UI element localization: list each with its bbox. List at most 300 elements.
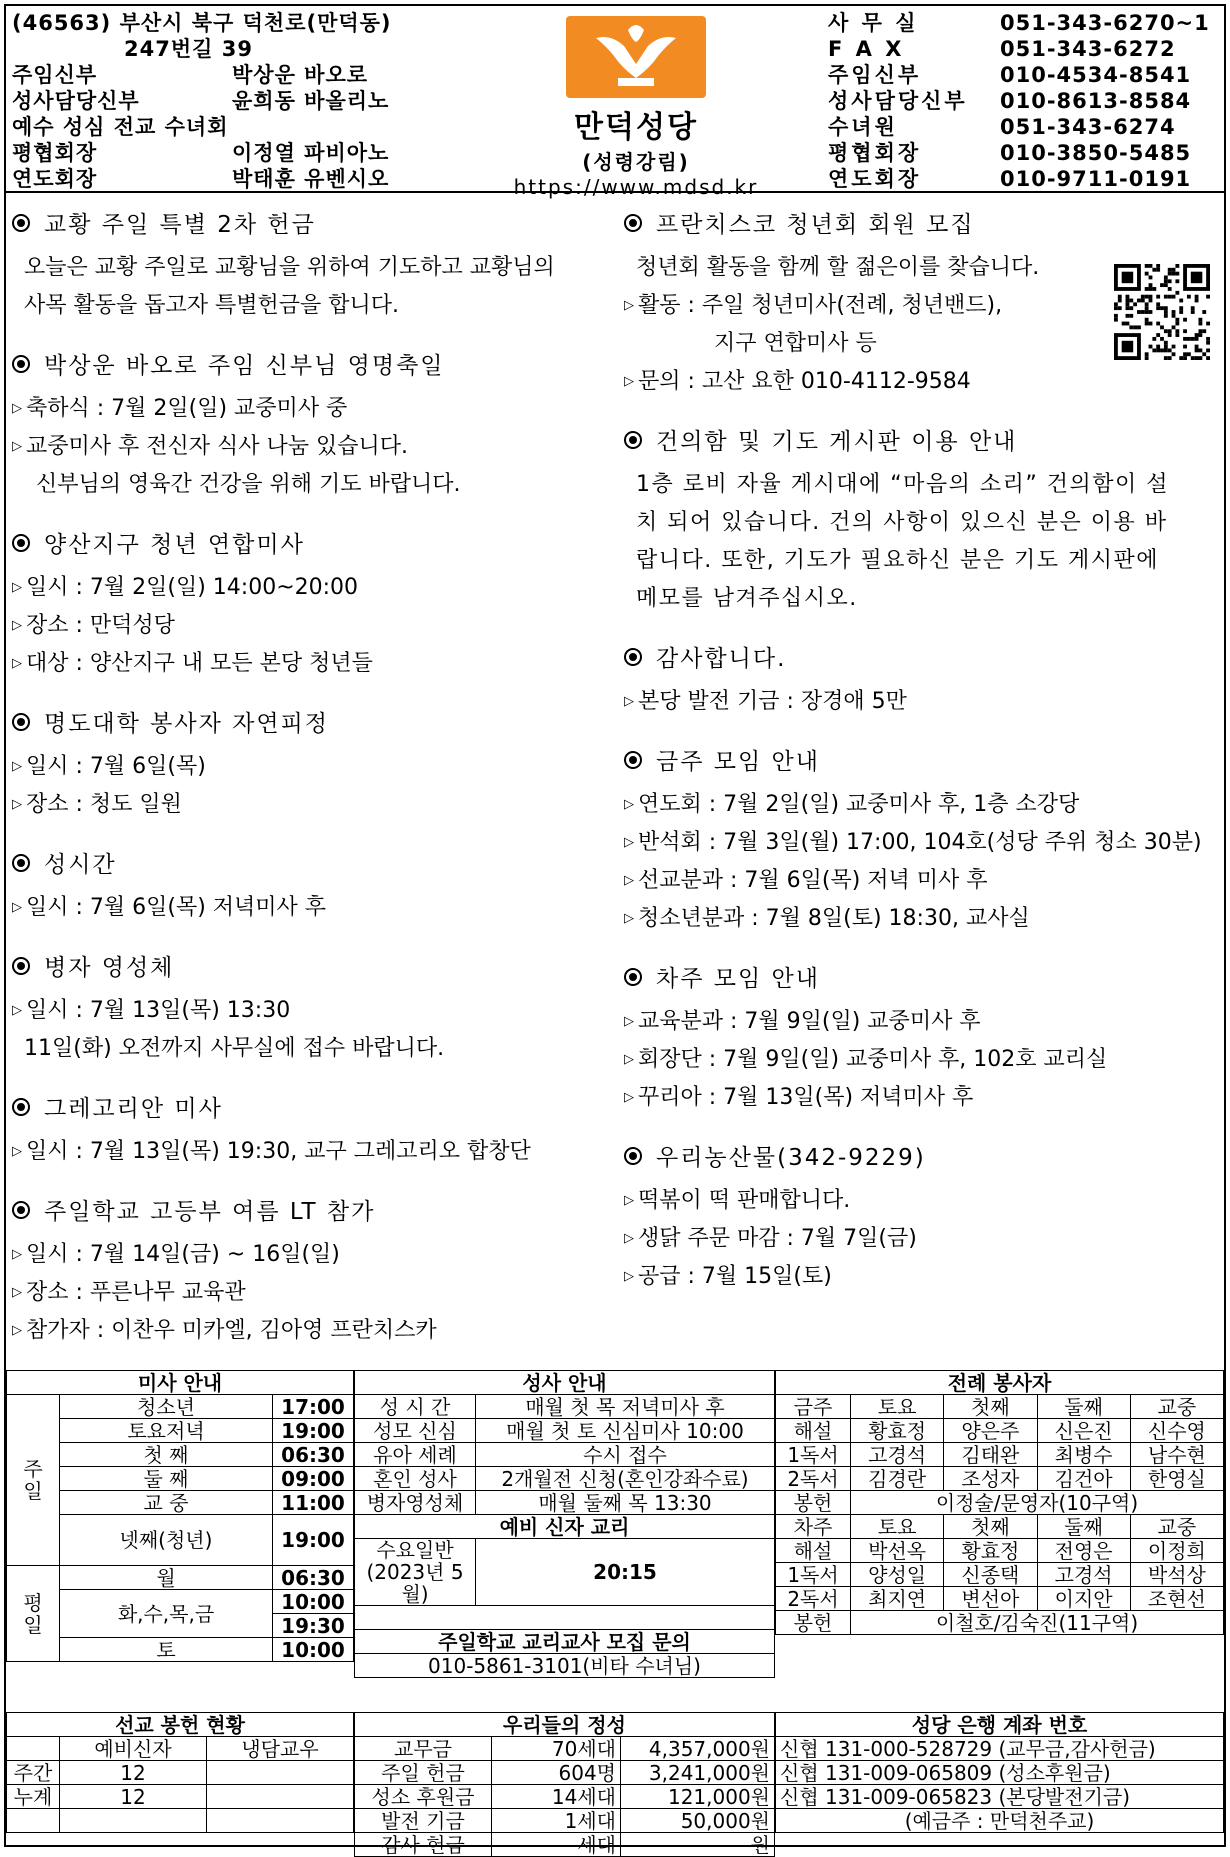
liturgy-server: 둘째 (1037, 1395, 1130, 1419)
section-title-text: 병자 영성체 (44, 955, 175, 981)
notice-section (624, 640, 1224, 721)
triangle-bullet-icon: ▷ (624, 911, 634, 926)
staff-name: 이정열 파비아노 (232, 141, 390, 165)
notice-bullet (12, 645, 612, 683)
section-title-text: 양산지구 청년 연합미사 (44, 532, 305, 558)
table-row (776, 1419, 1224, 1443)
mass-time: 09:00 (273, 1467, 354, 1491)
notice-bullet (624, 862, 1224, 900)
section-title-text: 박상운 바오로 주임 신부님 영명축일 (44, 353, 445, 379)
table-row (7, 1785, 354, 1809)
triangle-bullet-icon: ▷ (12, 656, 22, 671)
notice-bullet-text: 일시 : 7월 13일(목) 19:30, 교구 그레고리오 합창단 (26, 1139, 531, 1164)
section-title (12, 705, 612, 738)
sacrament-detail: 수시 접수 (476, 1443, 775, 1467)
liturgy-server: 양성일 (851, 1563, 944, 1587)
contact-number: 010-8613-8584 (1000, 89, 1192, 113)
triangle-bullet-icon: ▷ (12, 1247, 22, 1262)
contact-label: F A X (828, 37, 905, 61)
section-title-text: 프란치스코 청년회 회원 모집 (656, 212, 975, 238)
notice-bullet-text: 교육분과 : 7월 9일(일) 교중미사 후 (638, 1009, 981, 1034)
notice-bullet-text: 반석회 : 7월 3일(월) 17:00, 104호(성당 주위 청소 30분) (638, 830, 1202, 855)
bullseye-icon (12, 957, 30, 975)
triangle-bullet-icon: ▷ (624, 694, 634, 709)
notice-bullet-text: 일시 : 7월 14일(금) ~ 16일(일) (26, 1242, 340, 1267)
mission-value (207, 1785, 354, 1809)
notice-text: 치 되어 있습니다. 건의 사항이 있으신 분은 이용 바 (636, 510, 1168, 535)
triangle-bullet-icon: ▷ (12, 1003, 22, 1018)
liturgy-role: 해설 (776, 1539, 851, 1563)
table-row (7, 1761, 354, 1785)
offering-servers: 이철호/김숙진(11구역) (851, 1611, 1224, 1635)
table-row (7, 1371, 354, 1395)
liturgy-server: 박석상 (1130, 1563, 1223, 1587)
notice-section (12, 705, 612, 824)
section-title-text: 교황 주일 특별 2차 헌금 (44, 212, 316, 238)
address-line-2: 247번길 39 (124, 37, 253, 61)
mass-time: 06:30 (273, 1566, 354, 1590)
notice-bullet (624, 1041, 1224, 1079)
notice-section (12, 347, 612, 504)
table-row (7, 1713, 354, 1737)
mass-time: 10:00 (273, 1590, 354, 1614)
liturgy-server: 조성자 (944, 1467, 1037, 1491)
liturgy-role: 봉헌 (776, 1491, 851, 1515)
offering-count: 14세대 (492, 1785, 621, 1809)
table-row (776, 1611, 1224, 1635)
mission-header (7, 1737, 60, 1761)
notice-bullet-text: 장소 : 만덕성당 (26, 613, 175, 638)
notice-bullet (624, 1079, 1224, 1117)
notice-bullet-text: 활동 : 주일 청년미사(전례, 청년밴드), (638, 293, 1003, 318)
contact-number: 010-3850-5485 (1000, 141, 1192, 165)
liturgy-server: 교중 (1130, 1395, 1223, 1419)
liturgy-server: 신수영 (1130, 1419, 1223, 1443)
offering-name: 성소 후원금 (355, 1785, 492, 1809)
table-row (355, 1467, 775, 1491)
liturgy-server: 전영은 (1037, 1539, 1130, 1563)
notice-section (12, 206, 612, 325)
contact-row (828, 88, 1210, 114)
sacrament-name: 병자영성체 (355, 1491, 476, 1515)
sacrament-name: 유아 세례 (355, 1443, 476, 1467)
mass-time: 19:00 (273, 1419, 354, 1443)
section-title-text: 금주 모임 안내 (656, 749, 820, 775)
triangle-bullet-icon: ▷ (12, 439, 22, 454)
staff-role: 예수 성심 전교 수녀회 (12, 115, 229, 139)
table-row (355, 1713, 775, 1737)
table-row (355, 1491, 775, 1515)
triangle-bullet-icon: ▷ (12, 797, 22, 812)
section-title (12, 1193, 612, 1226)
staff-name: 윤희동 바올리노 (232, 89, 390, 113)
section-title-text: 그레고리안 미사 (44, 1096, 223, 1122)
notice-bullet (624, 363, 1224, 401)
notice-section (624, 743, 1224, 938)
liturgy-role: 2독서 (776, 1587, 851, 1611)
liturgy-role: 1독서 (776, 1443, 851, 1467)
notice-bullet-text: 선교분과 : 7월 6일(목) 저녁 미사 후 (638, 868, 988, 893)
mass-name: 토요저녁 (60, 1419, 273, 1443)
notice-text: 오늘은 교황 주일로 교황님을 위하여 기도하고 교황님의 (24, 255, 555, 280)
section-title (12, 526, 612, 559)
notice-section (12, 1090, 612, 1171)
section-title-text: 우리농산물(342-9229) (656, 1145, 926, 1171)
address-line-1: (46563) 부산시 북구 덕천로(만덕동) (12, 11, 392, 35)
liturgy-server: 양은주 (944, 1419, 1037, 1443)
bank-account: 신협 131-009-065809 (성소후원금) (776, 1761, 1224, 1785)
sacrament-name: 혼인 성사 (355, 1467, 476, 1491)
notice-text: 1층 로비 자율 게시대에 “마음의 소리” 건의함이 설 (636, 472, 1170, 497)
mission-value: 12 (60, 1785, 207, 1809)
church-name: 만덕성당 (574, 110, 698, 145)
mission-header: 예비신자 (60, 1737, 207, 1761)
sacrament-detail: 2개월전 신청(혼인강좌수료) (476, 1467, 775, 1491)
liturgy-server: 신은진 (1037, 1419, 1130, 1443)
catechumen-class: 수요일반 (2023년 5월) (355, 1539, 476, 1606)
staff-name: 박태훈 유벤시오 (232, 167, 390, 191)
notice-bullet-text: 생닭 주문 마감 : 7월 7일(금) (638, 1226, 917, 1251)
liturgy-role: 1독서 (776, 1563, 851, 1587)
qr-code-icon (1114, 264, 1210, 360)
triangle-bullet-icon: ▷ (12, 618, 22, 633)
mass-name: 둘 째 (60, 1467, 273, 1491)
liturgy-server: 조현선 (1130, 1587, 1223, 1611)
liturgy-server: 변선아 (944, 1587, 1037, 1611)
table-row (776, 1587, 1224, 1611)
contact-number: 051-343-6274 (1000, 115, 1176, 139)
mass-time: 06:30 (273, 1443, 354, 1467)
mass-time: 10:00 (273, 1638, 354, 1662)
sacrament-detail: 매월 둘째 목 13:30 (476, 1491, 775, 1515)
liturgy-server: 교중 (1130, 1515, 1223, 1539)
triangle-bullet-icon: ▷ (624, 1014, 634, 1029)
bullseye-icon (12, 854, 30, 872)
liturgy-server: 한영실 (1130, 1467, 1223, 1491)
notice-bullet (12, 569, 612, 607)
bullseye-icon (624, 751, 642, 769)
table-row (7, 1737, 354, 1761)
teacher-recruit-contact: 010-5861-3101(비타 수녀님) (355, 1654, 775, 1678)
contact-row (828, 140, 1210, 166)
contact-row (828, 62, 1210, 88)
triangle-bullet-icon: ▷ (12, 759, 22, 774)
liturgy-server: 김건아 (1037, 1467, 1130, 1491)
table-row (355, 1371, 775, 1395)
mass-time: 19:30 (273, 1614, 354, 1638)
mass-name: 첫 째 (60, 1443, 273, 1467)
notice-bullet (12, 1133, 612, 1171)
table-row (776, 1539, 1224, 1563)
liturgy-role: 봉헌 (776, 1611, 851, 1635)
section-title (12, 347, 612, 380)
notice-bullet-text: 청소년분과 : 7월 8일(토) 18:30, 교사실 (638, 906, 1030, 931)
offering-amount: 50,000원 (621, 1809, 775, 1833)
offering-count: 70세대 (492, 1737, 621, 1761)
mass-time: 19:00 (273, 1515, 354, 1566)
offering-amount: 원 (621, 1833, 775, 1857)
section-title (624, 960, 1224, 993)
bank-account: 신협 131-000-528729 (교무금,감사헌금) (776, 1737, 1224, 1761)
bullseye-icon (12, 1098, 30, 1116)
mission-title: 선교 봉헌 현황 (7, 1713, 354, 1737)
table-row (7, 1395, 354, 1419)
liturgy-server: 첫째 (944, 1395, 1037, 1419)
table-row (7, 1491, 354, 1515)
mission-value (207, 1809, 354, 1833)
triangle-bullet-icon: ▷ (12, 1285, 22, 1300)
table-row (776, 1563, 1224, 1587)
offering-count: 604명 (492, 1761, 621, 1785)
bullseye-icon (624, 214, 642, 232)
section-title (624, 640, 1224, 673)
notice-bullet (624, 1182, 1224, 1220)
notice-bullet (12, 390, 612, 428)
offering-title: 우리들의 정성 (355, 1713, 775, 1737)
notice-section (12, 1193, 612, 1350)
notice-bullet-text: 연도회 : 7월 2일(일) 교중미사 후, 1층 소강당 (638, 792, 1080, 817)
mission-value: 주간 (7, 1761, 60, 1785)
table-row (776, 1443, 1224, 1467)
contact-label: 성사담당신부 (828, 89, 968, 113)
liturgy-server: 최병수 (1037, 1443, 1130, 1467)
mass-name: 화,수,목,금 (60, 1590, 273, 1638)
staff-name: 박상운 바오로 (232, 63, 369, 87)
triangle-bullet-icon: ▷ (624, 797, 634, 812)
notice-text: 신부님의 영육간 건강을 위해 기도 바랍니다. (36, 472, 461, 497)
notice-section (624, 423, 1224, 618)
section-title-text: 성시간 (44, 852, 117, 878)
notice-bullet (12, 992, 612, 1030)
table-row (776, 1467, 1224, 1491)
notice-bullet-text: 일시 : 7월 2일(일) 14:00~20:00 (26, 575, 359, 600)
triangle-bullet-icon: ▷ (12, 1144, 22, 1159)
table-row (7, 1443, 354, 1467)
table-row (355, 1443, 775, 1467)
liturgy-server: 신종택 (944, 1563, 1037, 1587)
liturgy-server: 박선옥 (851, 1539, 944, 1563)
table-row (776, 1761, 1224, 1785)
triangle-bullet-icon: ▷ (624, 1052, 634, 1067)
table-row (776, 1371, 1224, 1395)
triangle-bullet-icon: ▷ (12, 1323, 22, 1338)
notice-bullet (12, 607, 612, 645)
section-title-text: 차주 모임 안내 (656, 966, 820, 992)
section-title-text: 감사합니다. (656, 646, 787, 672)
mass-name: 토 (60, 1638, 273, 1662)
notice-bullet-text: 교중미사 후 전신자 식사 나눔 있습니다. (26, 434, 408, 459)
sunday-label: 주 일 (7, 1395, 60, 1566)
sacrament-detail: 매월 첫 목 저녁미사 후 (476, 1395, 775, 1419)
section-title (12, 1090, 612, 1123)
table-row (355, 1833, 775, 1857)
section-title (624, 206, 1224, 239)
contact-number: 051-343-6270~1 (1000, 11, 1210, 35)
catechumen-time: 20:15 (476, 1539, 775, 1606)
section-title (12, 206, 612, 239)
notice-text: 11일(화) 오전까지 사무실에 접수 바랍니다. (24, 1036, 445, 1061)
notice-section (12, 949, 612, 1068)
liturgy-server: 둘째 (1037, 1515, 1130, 1539)
offering-count: 세대 (492, 1833, 621, 1857)
table-row (355, 1737, 775, 1761)
triangle-bullet-icon: ▷ (624, 1231, 634, 1246)
notice-bullet-text: 대상 : 양산지구 내 모든 본당 청년들 (26, 651, 373, 676)
triangle-bullet-icon: ▷ (624, 1193, 634, 1208)
header-staff-row (12, 114, 392, 140)
bullseye-icon (12, 534, 30, 552)
liturgy-server: 고경석 (1037, 1563, 1130, 1587)
notice-bullet (624, 900, 1224, 938)
mission-value (7, 1809, 60, 1833)
notice-bullet-text: 장소 : 청도 일원 (26, 792, 182, 817)
liturgy-role: 차주 (776, 1515, 851, 1539)
contact-label: 평협회장 (828, 141, 922, 165)
contact-label: 수녀원 (828, 115, 898, 139)
header-contacts (828, 10, 1210, 192)
notice-bullet-text: 일시 : 7월 6일(목) (26, 754, 206, 779)
notice-bullet (12, 1274, 612, 1312)
triangle-bullet-icon: ▷ (624, 374, 634, 389)
notice-bullet (12, 889, 612, 927)
notice-bullet-text: 장소 : 푸른나무 교육관 (26, 1280, 246, 1305)
header-staff-row (12, 88, 392, 114)
bullseye-icon (12, 214, 30, 232)
bank-account-table (775, 1712, 1224, 1833)
staff-role: 성사담당신부 (12, 89, 140, 113)
liturgy-role: 금주 (776, 1395, 851, 1419)
staff-role: 주임신부 (12, 63, 98, 87)
table-row (355, 1395, 775, 1419)
notice-bullet (12, 1312, 612, 1350)
mass-name: 넷째(청년) (60, 1515, 273, 1566)
notice-section (12, 526, 612, 683)
contact-label: 주임신부 (828, 63, 922, 87)
liturgy-server: 첫째 (944, 1515, 1037, 1539)
account-holder: (예금주 : 만덕천주교) (776, 1809, 1224, 1833)
liturgy-role: 해설 (776, 1419, 851, 1443)
contact-row (828, 114, 1210, 140)
bullseye-icon (12, 713, 30, 731)
church-subtitle: (성령강림) (582, 150, 690, 174)
table-row (776, 1809, 1224, 1833)
notice-bullet-text: 문의 : 고산 요한 010-4112-9584 (638, 369, 971, 394)
offering-amount: 3,241,000원 (621, 1761, 775, 1785)
blank-cell (355, 1606, 775, 1630)
mass-name: 교 중 (60, 1491, 273, 1515)
section-title-text: 주일학교 고등부 여름 LT 참가 (44, 1199, 376, 1225)
church-url[interactable]: https://www.mdsd.kr (513, 175, 759, 199)
table-row (7, 1467, 354, 1491)
triangle-bullet-icon: ▷ (624, 873, 634, 888)
catechumen-title: 예비 신자 교리 (355, 1515, 775, 1539)
liturgy-server: 김태완 (944, 1443, 1037, 1467)
right-column (624, 206, 1224, 1318)
table-row (355, 1809, 775, 1833)
notice-bullet (624, 824, 1224, 862)
liturgy-server: 고경석 (851, 1443, 944, 1467)
mass-time: 17:00 (273, 1395, 354, 1419)
table-row (7, 1809, 354, 1833)
sacrament-table (354, 1370, 775, 1678)
sacrament-title: 성사 안내 (355, 1371, 775, 1395)
liturgy-title: 전례 봉사자 (776, 1371, 1224, 1395)
weekday-label: 평 일 (7, 1566, 60, 1662)
notice-bullet-text: 본당 발전 기금 : 장경애 5만 (638, 689, 907, 714)
header-staff-row (12, 166, 392, 192)
section-title (624, 423, 1224, 456)
section-title-text: 명도대학 봉사자 자연피정 (44, 711, 330, 737)
notice-bullet (624, 786, 1224, 824)
header-staff-row (12, 62, 392, 88)
notice-bullet (624, 683, 1224, 721)
liturgy-role: 2독서 (776, 1467, 851, 1491)
bullseye-icon (12, 1201, 30, 1219)
notice-text: 사목 활동을 돕고자 특별헌금을 합니다. (24, 293, 399, 318)
offering-amount: 4,357,000원 (621, 1737, 775, 1761)
left-column (12, 206, 612, 1372)
table-row (776, 1737, 1224, 1761)
mass-title: 미사 안내 (7, 1371, 354, 1395)
liturgy-server: 토요 (851, 1395, 944, 1419)
contact-label: 사 무 실 (828, 11, 919, 35)
mass-time: 11:00 (273, 1491, 354, 1515)
offering-name: 발전 기금 (355, 1809, 492, 1833)
bullseye-icon (12, 355, 30, 373)
notice-bullet-text: 공급 : 7월 15일(토) (638, 1264, 832, 1289)
table-row (355, 1606, 775, 1630)
notice-bullet (12, 428, 612, 466)
notice-text: 지구 연합미사 등 (714, 331, 877, 356)
liturgy-server: 김경란 (851, 1467, 944, 1491)
section-title (624, 1139, 1224, 1172)
mission-value (207, 1761, 354, 1785)
table-row (7, 1638, 354, 1662)
contact-row (828, 10, 1210, 36)
notice-text: 메모를 남겨주십시오. (636, 586, 858, 611)
notice-bullet-text: 회장단 : 7월 9일(일) 교중미사 후, 102호 교리실 (638, 1047, 1108, 1072)
table-row (355, 1419, 775, 1443)
header-staff-row (12, 140, 392, 166)
notice-bullet (12, 786, 612, 824)
mass-schedule-table (6, 1370, 354, 1662)
section-title (12, 949, 612, 982)
liturgy-table (775, 1370, 1224, 1635)
table-row (7, 1419, 354, 1443)
contact-row (828, 36, 1210, 62)
table-row (776, 1395, 1224, 1419)
liturgy-server: 남수현 (1130, 1443, 1223, 1467)
bulletin-header (6, 6, 1224, 199)
section-title (624, 743, 1224, 776)
table-row (776, 1491, 1224, 1515)
contact-number: 051-343-6272 (1000, 37, 1176, 61)
table-row (7, 1590, 354, 1614)
mission-status-table (6, 1712, 354, 1833)
liturgy-server: 황효정 (944, 1539, 1037, 1563)
mission-value: 12 (60, 1761, 207, 1785)
sacrament-name: 성 시 간 (355, 1395, 476, 1419)
table-row (355, 1515, 775, 1539)
notice-bullet (12, 748, 612, 786)
teacher-recruit-title: 주일학교 교리교사 모집 문의 (355, 1630, 775, 1654)
bank-account: 신협 131-009-065823 (본당발전기금) (776, 1785, 1224, 1809)
header-left-info (12, 10, 392, 192)
table-row (355, 1539, 775, 1606)
notice-bullet (12, 1236, 612, 1274)
notice-section (624, 960, 1224, 1117)
offering-name: 교무금 (355, 1737, 492, 1761)
